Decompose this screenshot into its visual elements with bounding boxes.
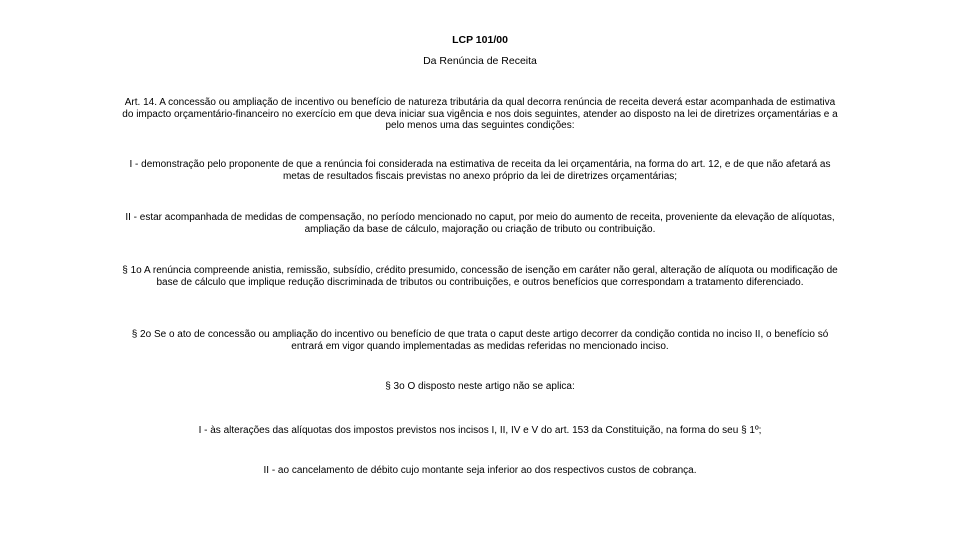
article-14-caput: Art. 14. A concessão ou ampliação de incentivo ou benefício de natureza tributária da qual decorra renúncia de receita deverá estar acompanhada de estimativa do impacto orçamentário-financeiro no exercício em que deva iniciar sua vigência e nos dois seguintes, atender ao disposto na lei de diretrizes orçamentárias e a pelo menos uma das seguintes condições: [122,97,838,131]
paragraph-3-inciso-ii: II - ao cancelamento de débito cujo montante seja inferior ao dos respectivos custos de cobrança. [263,465,697,476]
document-subtitle: Da Renúncia de Receita [423,55,537,67]
paragraph-1: § 1o A renúncia compreende anistia, remissão, subsídio, crédito presumido, concessão de isenção em caráter não geral, alteração de alíquota ou modificação de base de cálculo que implique redução discriminada de tributos ou contribuições, e outros benefícios que correspondam a tratamento diferenciado. [122,265,838,288]
inciso-ii: II - estar acompanhada de medidas de compensação, no período mencionado no caput, por meio do aumento de receita, proveniente da elevação de alíquotas, ampliação da base de cálculo, majoração ou criação de tributo ou contribuição. [125,212,835,235]
document-title: LCP 101/00 [452,34,508,46]
paragraph-2: § 2o Se o ato de concessão ou ampliação do incentivo ou benefício de que trata o caput deste artigo decorrer da condição contida no inciso II, o benefício só entrará em vigor quando implementadas as medidas referidas no mencionado inciso. [131,329,829,352]
paragraph-3: § 3o O disposto neste artigo não se aplica: [385,381,575,392]
paragraph-3-inciso-i: I - às alterações das alíquotas dos impostos previstos nos incisos I, II, IV e V do art. 153 da Constituição, na forma do seu § 1º; [198,425,762,436]
inciso-i: I - demonstração pelo proponente de que a renúncia foi considerada na estimativa de receita da lei orçamentária, na forma do art. 12, e de que não afetará as metas de resultados fiscais previstas no anexo próprio da lei de diretrizes orçamentárias; [129,159,831,182]
